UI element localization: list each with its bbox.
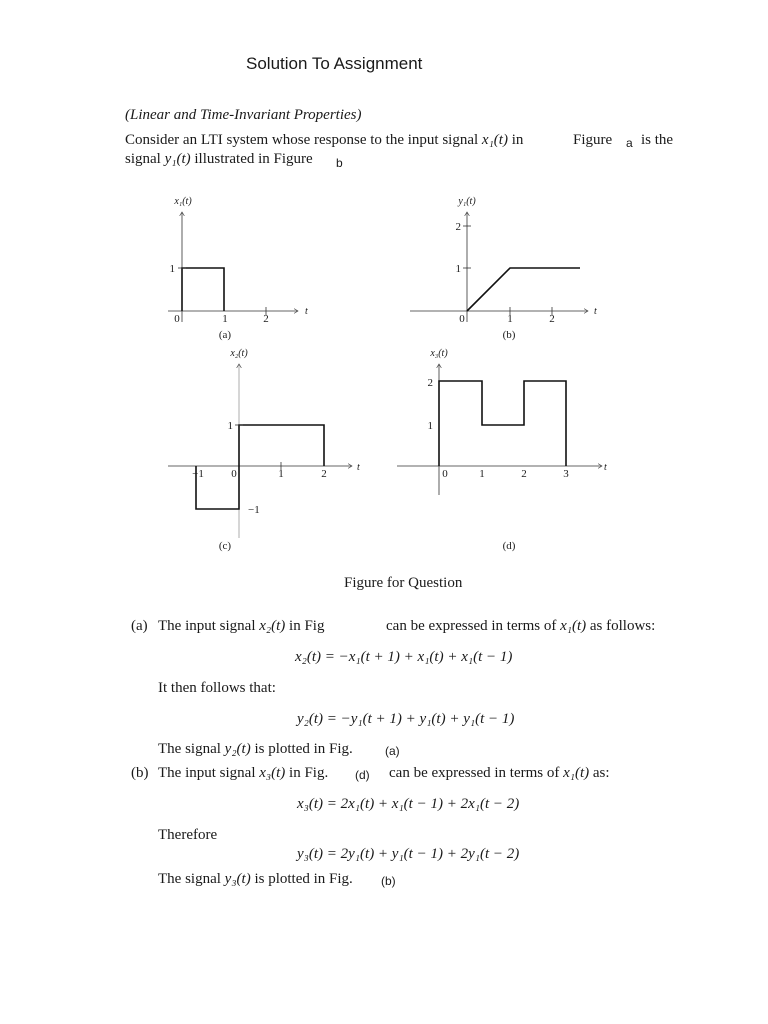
body-text: The signal	[158, 741, 225, 757]
x-tick-label: 0	[459, 313, 465, 325]
figure-c	[168, 348, 360, 552]
x-tick-label: 1	[507, 313, 513, 325]
figure-a	[168, 196, 308, 341]
x-tick-label: 2	[521, 468, 527, 480]
x-tick-label: 0	[174, 313, 180, 325]
y-tick-label: 1	[427, 420, 433, 432]
y-tick-label: 1	[455, 263, 461, 275]
part-b-label: (b)	[131, 765, 149, 781]
equation-y2: y₂(t) = −y₁(t + 1) + y₁(t) + y₁(t − 1)	[297, 711, 515, 727]
y-tick-label: 1	[227, 420, 233, 432]
signal-x3-curve	[439, 381, 566, 466]
y-axis-label: x₁(t)	[174, 196, 192, 207]
body-text: in Fig	[285, 618, 325, 634]
y-axis-label: y₁(t)	[458, 196, 476, 207]
y-tick-label: 2	[427, 377, 433, 389]
x-tick-label: 3	[563, 468, 569, 480]
intro-text: illustrated in Figure	[190, 151, 313, 167]
document-title: Solution To Assignment	[246, 54, 423, 73]
signal-symbol: x₁(t)	[563, 765, 590, 781]
part-a-line-cont	[386, 618, 655, 635]
equation-y3: y₃(t) = 2y₁(t) + y₁(t − 1) + 2y₁(t − 2)	[297, 846, 520, 862]
intro-text: is the	[641, 132, 674, 148]
x-tick-label: −1	[192, 468, 204, 480]
body-text: as follows:	[586, 618, 656, 634]
figure-caption-main: Figure for Question	[344, 575, 463, 591]
figure-ref: (a)	[385, 744, 400, 758]
x-tick-label: 1	[278, 468, 284, 480]
intro-text: in	[507, 132, 524, 148]
x-tick-label: 1	[479, 468, 485, 480]
body-text: Therefore	[158, 827, 218, 843]
part-b-line-cont	[389, 765, 610, 782]
y-axis-label: x₃(t)	[430, 348, 448, 359]
figure-b	[410, 196, 597, 341]
signal-x1-curve	[182, 268, 224, 311]
x-tick-label: 2	[321, 468, 327, 480]
equation-x3: x₃(t) = 2x₁(t) + x₁(t − 1) + 2x₁(t − 2)	[297, 796, 520, 812]
signal-symbol: x₂(t)	[259, 618, 286, 634]
figure-caption: (b)	[502, 329, 516, 341]
x-axis-label: t	[594, 306, 597, 317]
body-text: can be expressed in terms of	[386, 618, 561, 634]
part-b-plotted	[158, 871, 353, 888]
figure-caption: (d)	[502, 540, 516, 552]
signal-symbol: x₃(t)	[259, 765, 286, 781]
intro-text: signal	[125, 151, 165, 167]
body-text: can be expressed in terms of	[389, 765, 564, 781]
y-axis-label: x₂(t)	[230, 348, 248, 359]
body-text: The signal	[158, 871, 225, 887]
intro-figure-word: Figure	[573, 132, 613, 148]
part-a-label: (a)	[131, 618, 148, 634]
part-a-line	[158, 618, 324, 635]
part-a-plotted	[158, 741, 353, 758]
y-tick-label: −1	[248, 504, 260, 516]
signal-symbol: x₁(t)	[560, 618, 587, 634]
signal-symbol: y₁(t)	[164, 151, 191, 167]
signal-symbol: y₂(t)	[224, 741, 251, 757]
signal-symbol: y₃(t)	[224, 871, 251, 887]
x-tick-label: 0	[231, 468, 237, 480]
part-b-line	[158, 765, 328, 782]
signal-x2-curve	[196, 425, 324, 509]
x-axis-label: t	[357, 462, 360, 473]
figure-d	[397, 348, 607, 552]
signal-y1-curve	[467, 268, 580, 311]
body-text: as:	[589, 765, 610, 781]
intro-figure-ref: a	[626, 136, 633, 150]
signal-symbol: x₁(t)	[481, 132, 508, 148]
section-heading: (Linear and Time-Invariant Properties)	[125, 107, 362, 123]
x-axis-label: t	[604, 462, 607, 473]
intro-figure-ref: b	[336, 156, 343, 170]
x-axis-label: t	[305, 306, 308, 317]
body-text: It then follows that:	[158, 680, 276, 696]
intro-text: Consider an LTI system whose response to the input signal	[125, 132, 482, 148]
body-text: The input signal	[158, 765, 260, 781]
figure-caption: (c)	[218, 540, 232, 552]
y-tick-label: 2	[455, 221, 461, 233]
x-tick-label: 0	[442, 468, 448, 480]
y-tick-label: 1	[169, 263, 175, 275]
x-tick-label: 2	[549, 313, 555, 325]
equation-x2: x₂(t) = −x₁(t + 1) + x₁(t) + x₁(t − 1)	[295, 649, 513, 665]
body-text: is plotted in Fig.	[250, 871, 353, 887]
body-text: is plotted in Fig.	[250, 741, 353, 757]
body-text: in Fig.	[285, 765, 329, 781]
figure-ref: (d)	[355, 768, 370, 782]
x-tick-label: 1	[222, 313, 228, 325]
x-tick-label: 2	[263, 313, 269, 325]
figure-ref: (b)	[381, 874, 396, 888]
body-text: The input signal	[158, 618, 260, 634]
figure-caption: (a)	[218, 329, 232, 341]
